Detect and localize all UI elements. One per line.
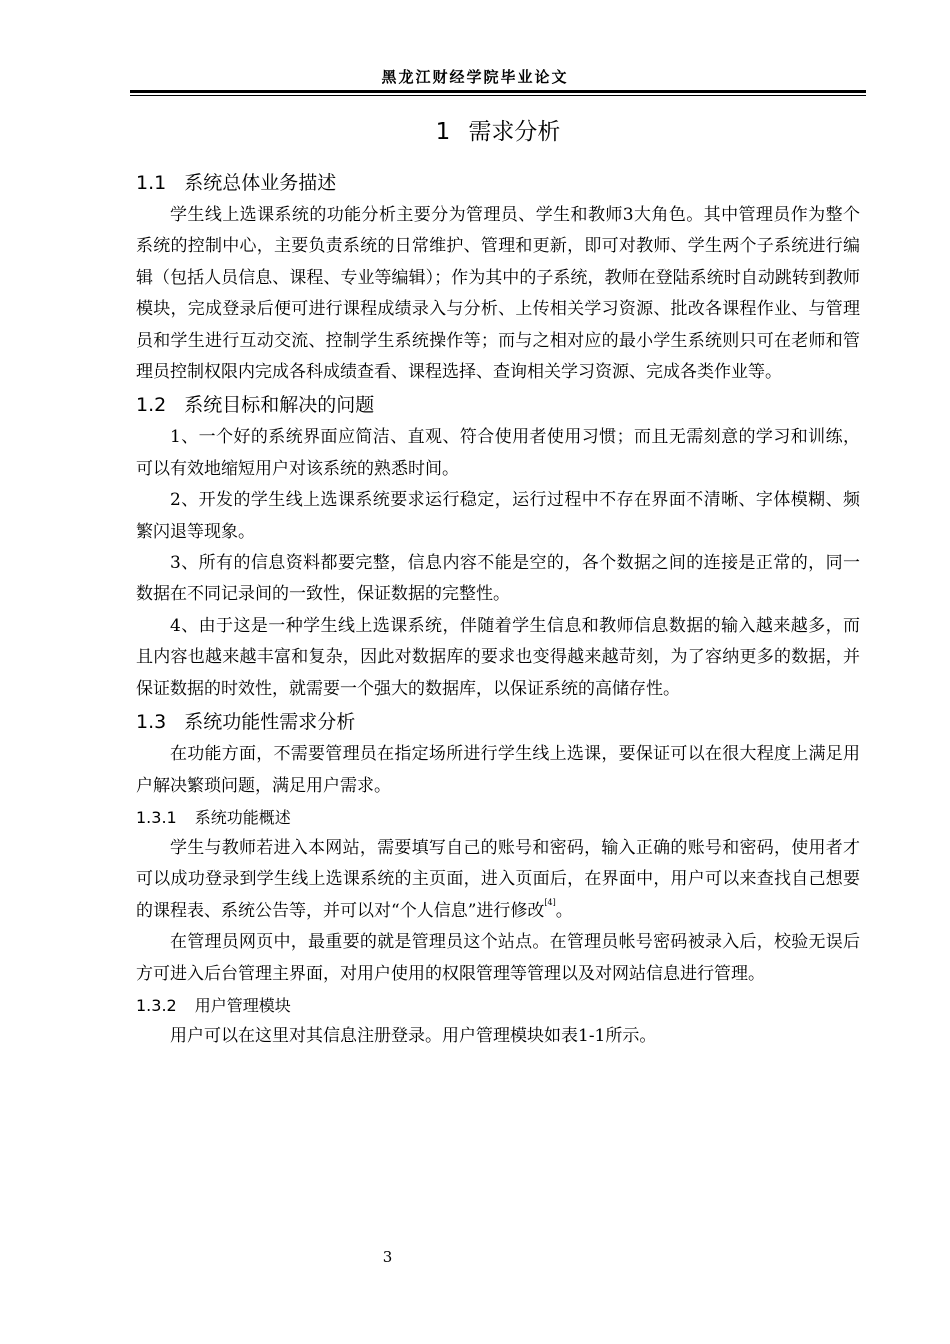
paragraph: 1、一个好的系统界面应简洁、直观、符合使用者使用习惯；而且无需刻意的学习和训练，可以有效地缩短用户对该系统的熟悉时间。 [136,427,860,479]
section-title: 系统功能性需求分析 [184,711,356,734]
section-number: 1.2 [136,394,167,417]
subsection-title: 用户管理模块 [194,995,291,1015]
paragraph: 在功能方面，不需要管理员在指定场所进行学生线上选课，要保证可以在很大程度上满足用户解决繁琐问题，满足用户需求。 [136,744,860,796]
subsection-number: 1.3.2 [136,995,177,1015]
section-number: 1.3 [136,711,167,734]
section-title: 系统总体业务描述 [184,172,337,194]
running-header: 黑龙江财经学院毕业论文 [381,68,569,86]
paragraph-text-end: 。 [555,900,573,921]
paragraph: 2、开发的学生线上选课系统要求运行稳定，运行过程中不存在界面不清晰、字体模糊、频繁闪退等现象。 [136,490,860,542]
subsection-heading-1-3-2 [136,990,860,1021]
section-heading-1-2 [136,388,860,422]
header-rule-thin [130,95,866,96]
section-heading-1-3 [136,705,860,739]
paragraph: 4、由于这是一种学生线上选课系统，伴随着学生信息和教师信息数据的输入越来越多，而且内容也越来越丰富和复杂，因此对数据库的要求也变得越来越苛刻，为了容纳更多的数据，并保证数据的时效性，就需要一个强大的数据库，以保证系统的高储存性。 [136,615,860,699]
header-rule-thick [130,90,866,93]
citation-reference: [4] [544,897,556,907]
paragraph [136,833,860,927]
section-title: 系统目标和解决的问题 [184,394,375,417]
paragraph: 在管理员网页中，最重要的就是管理员这个站点。在管理员帐号密码被录入后，校验无误后方可进入后台管理主界面，对用户使用的权限管理等管理以及对网站信息进行管理。 [136,932,860,984]
paragraph-text: 学生与教师若进入本网站，需要填写自己的账号和密码，输入正确的账号和密码，使用者才可以成功登录到学生线上选课系统的主页面，进入页面后，在界面中，用户可以来查找自己想要的课程表、系统公告等，并可以对“个人信息”进行修改 [136,837,860,921]
chapter-title-text: 需求分析 [468,119,561,145]
paragraph: 用户可以在这里对其信息注册登录。用户管理模块如表1-1所示。 [170,1025,657,1046]
subsection-heading-1-3-1 [136,802,860,833]
subsection-number: 1.3.1 [136,807,177,827]
section-number: 1.1 [136,172,167,194]
section-heading-1-1 [136,166,860,200]
chapter-number: 1 [435,119,451,145]
subsection-title: 系统功能概述 [194,807,291,827]
paragraph: 3、所有的信息资料都要完整，信息内容不能是空的，各个数据之间的连接是正常的，同一数据在不同记录间的一致性，保证数据的完整性。 [136,553,860,605]
chapter-title [136,112,860,152]
page-number: 3 [382,1248,393,1266]
paragraph: 学生线上选课系统的功能分析主要分为管理员、学生和教师3大角色。其中管理员作为整个系统的控制中心，主要负责系统的日常维护、管理和更新，即可对教师、学生两个子系统进行编辑（包括人员信息、课程、专业等编辑）；作为其中的子系统，教师在登陆系统时自动跳转到教师模块，完成登录后便可进行课程成绩录入与分析、上传相关学习资源、批改各课程作业、与管理员和学生进行互动交流、控制学生系统操作等；而与之相对应的最小学生系统则只可在老师和管理员控制权限内完成各科成绩查看、课程选择、查询相关学习资源、完成各类作业等。 [136,205,860,383]
page-body [136,112,860,1052]
